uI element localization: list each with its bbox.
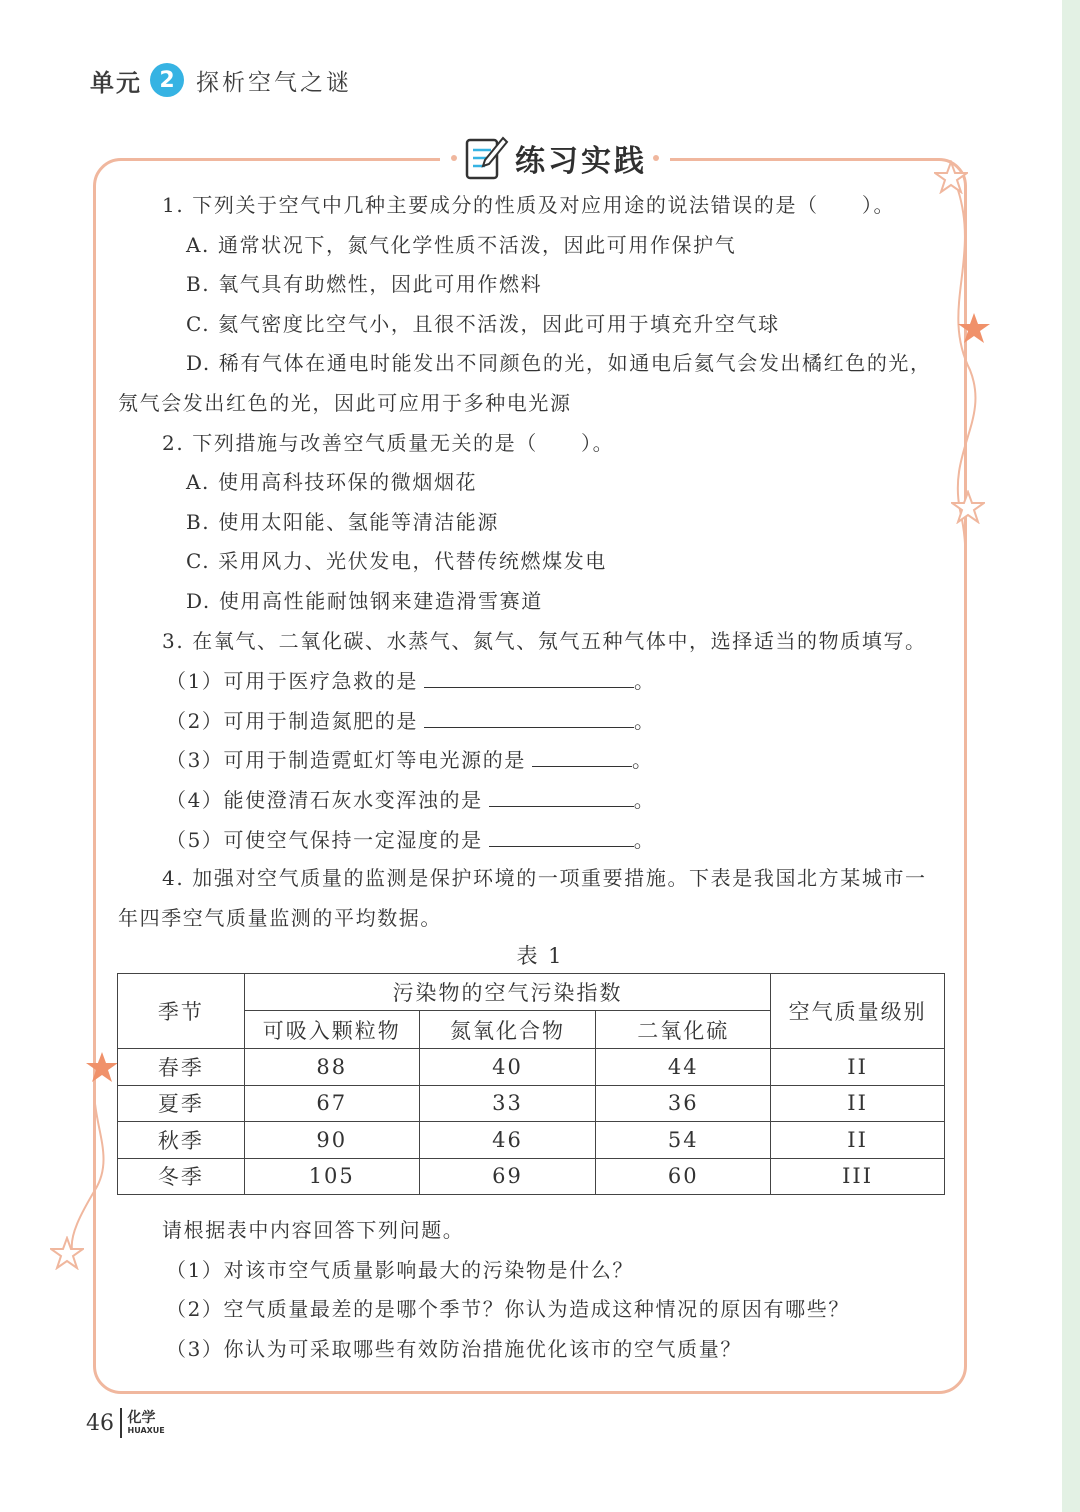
- q3-stem: 3. 在氧气、二氧化碳、水蒸气、氮气、氖气五种气体中，选择适当的物质填写。: [162, 628, 927, 653]
- subject-en: HUAXUE: [127, 1426, 165, 1435]
- q3-item-text: （3）可用于制造霓虹灯等电光源的是: [166, 748, 526, 773]
- star-solid-icon: [957, 311, 991, 345]
- q4-subquestion: （2）空气质量最差的是哪个季节？你认为造成这种情况的原因有哪些？: [166, 1297, 850, 1322]
- cell-so2: 36: [596, 1085, 771, 1122]
- q2-option-c: C. 采用风力、光伏发电，代替传统燃煤发电: [186, 549, 607, 574]
- answer-blank[interactable]: [489, 820, 634, 847]
- cell-level: III: [771, 1158, 945, 1195]
- q1-option-d: D. 稀有气体在通电时能发出不同颜色的光，如通电后氦气会发出橘红色的光，: [186, 351, 932, 376]
- answer-blank[interactable]: [424, 701, 634, 728]
- cell-season: 冬季: [118, 1158, 245, 1195]
- subject-cn: 化学: [127, 1410, 156, 1426]
- cell-so2: 54: [596, 1122, 771, 1159]
- header-air-quality-level: 空气质量级别: [771, 974, 945, 1049]
- subject-label: [128, 1411, 165, 1435]
- q3-item-text: （5）可使空气保持一定湿度的是: [166, 827, 483, 852]
- header-pm: 可吸入颗粒物: [244, 1011, 419, 1049]
- q2-stem: 2. 下列措施与改善空气质量无关的是（ ）。: [162, 430, 615, 455]
- answer-blank[interactable]: [532, 740, 632, 767]
- table-caption: 表 1: [516, 944, 564, 968]
- q1-option-c: C. 氦气密度比空气小，且很不活泼，因此可用于填充升空气球: [186, 311, 780, 336]
- period: 。: [633, 787, 656, 812]
- q4-stem-cont: 年四季空气质量监测的平均数据。: [118, 905, 442, 930]
- title-dot: [451, 155, 457, 161]
- header-so2: 二氧化硫: [596, 1011, 771, 1049]
- q2-option-a: A. 使用高科技环保的微烟烟花: [186, 470, 478, 495]
- table-row: [118, 1158, 945, 1195]
- cell-level: II: [771, 1122, 945, 1159]
- cell-nox: 33: [419, 1085, 596, 1122]
- q4-prompt: 请根据表中内容回答下列问题。: [162, 1218, 465, 1242]
- title-dot: [653, 155, 659, 161]
- cell-pm: 88: [244, 1049, 419, 1086]
- header-nox: 氮氧化合物: [419, 1011, 596, 1049]
- star-solid-icon: [85, 1050, 119, 1084]
- q3-item: [118, 661, 948, 701]
- cell-pm: 67: [244, 1085, 419, 1122]
- cell-so2: 44: [596, 1049, 771, 1086]
- q1-option-d-cont: 氖气会发出红色的光，因此可应用于多种电光源: [118, 390, 572, 415]
- cell-level: II: [771, 1049, 945, 1086]
- q3-item-text: （2）可用于制造氮肥的是: [166, 708, 418, 733]
- q3-item-text: （4）能使澄清石灰水变浑浊的是: [166, 787, 483, 812]
- period: 。: [633, 827, 656, 852]
- exercise-content: [118, 186, 948, 938]
- answer-blank[interactable]: [489, 780, 634, 807]
- unit-label: 单元: [90, 68, 142, 97]
- q1-option-b: B. 氧气具有助燃性，因此可用作燃料: [186, 272, 543, 297]
- answer-blank[interactable]: [424, 661, 634, 688]
- star-outline-icon: [50, 1236, 84, 1270]
- cell-so2: 60: [596, 1158, 771, 1195]
- q4-followup: [118, 1211, 948, 1369]
- table-row: [118, 1085, 945, 1122]
- page-footer: [86, 1408, 165, 1438]
- q3-item: [118, 701, 948, 741]
- cell-nox: 40: [419, 1049, 596, 1086]
- period: 。: [633, 669, 656, 694]
- side-strip: [1062, 0, 1080, 1512]
- header-pollution-index: 污染物的空气污染指数: [244, 974, 770, 1011]
- q3-item: [118, 740, 948, 780]
- q2-option-d: D. 使用高性能耐蚀钢来建造滑雪赛道: [186, 588, 543, 613]
- cell-season: 秋季: [118, 1122, 245, 1159]
- page-number: 46: [86, 1410, 114, 1436]
- cell-level: II: [771, 1085, 945, 1122]
- q1-stem: 1. 下列关于空气中几种主要成分的性质及对应用途的说法错误的是（ ）。: [162, 193, 896, 217]
- cell-pm: 90: [244, 1122, 419, 1159]
- q4-subquestion: （1）对该市空气质量影响最大的污染物是什么？: [166, 1257, 634, 1282]
- notebook-pencil-icon: [463, 134, 509, 182]
- q3-item: [118, 780, 948, 820]
- table-row: [118, 1049, 945, 1086]
- air-quality-table: [117, 973, 945, 1195]
- header-season: 季节: [118, 974, 245, 1049]
- footer-divider: [120, 1408, 122, 1438]
- q1-option-a: A. 通常状况下，氮气化学性质不活泼，因此可用作保护气: [186, 232, 737, 257]
- unit-number-badge: 2: [150, 63, 184, 97]
- q4-subquestion: （3）你认为可采取哪些有效防治措施优化该市的空气质量？: [166, 1336, 742, 1361]
- q2-option-b: B. 使用太阳能、氢能等清洁能源: [186, 509, 500, 534]
- table-row: [118, 1122, 945, 1159]
- section-title-text: 练习实践: [515, 144, 647, 179]
- q3-item-text: （1）可用于医疗急救的是: [166, 669, 418, 694]
- cell-season: 夏季: [118, 1085, 245, 1122]
- period: 。: [633, 708, 656, 733]
- star-outline-icon: [951, 490, 985, 524]
- cell-season: 春季: [118, 1049, 245, 1086]
- cell-nox: 69: [419, 1158, 596, 1195]
- unit-header: [90, 60, 352, 100]
- unit-title: 探析空气之谜: [196, 69, 352, 96]
- period: 。: [631, 748, 654, 773]
- cell-nox: 46: [419, 1122, 596, 1159]
- section-title: [440, 132, 670, 184]
- cell-pm: 105: [244, 1158, 419, 1195]
- q3-item: [118, 820, 948, 860]
- q4-stem: 4. 加强对空气质量的监测是保护环境的一项重要措施。下表是我国北方某城市一: [162, 866, 927, 891]
- table-header-row: [118, 974, 945, 1011]
